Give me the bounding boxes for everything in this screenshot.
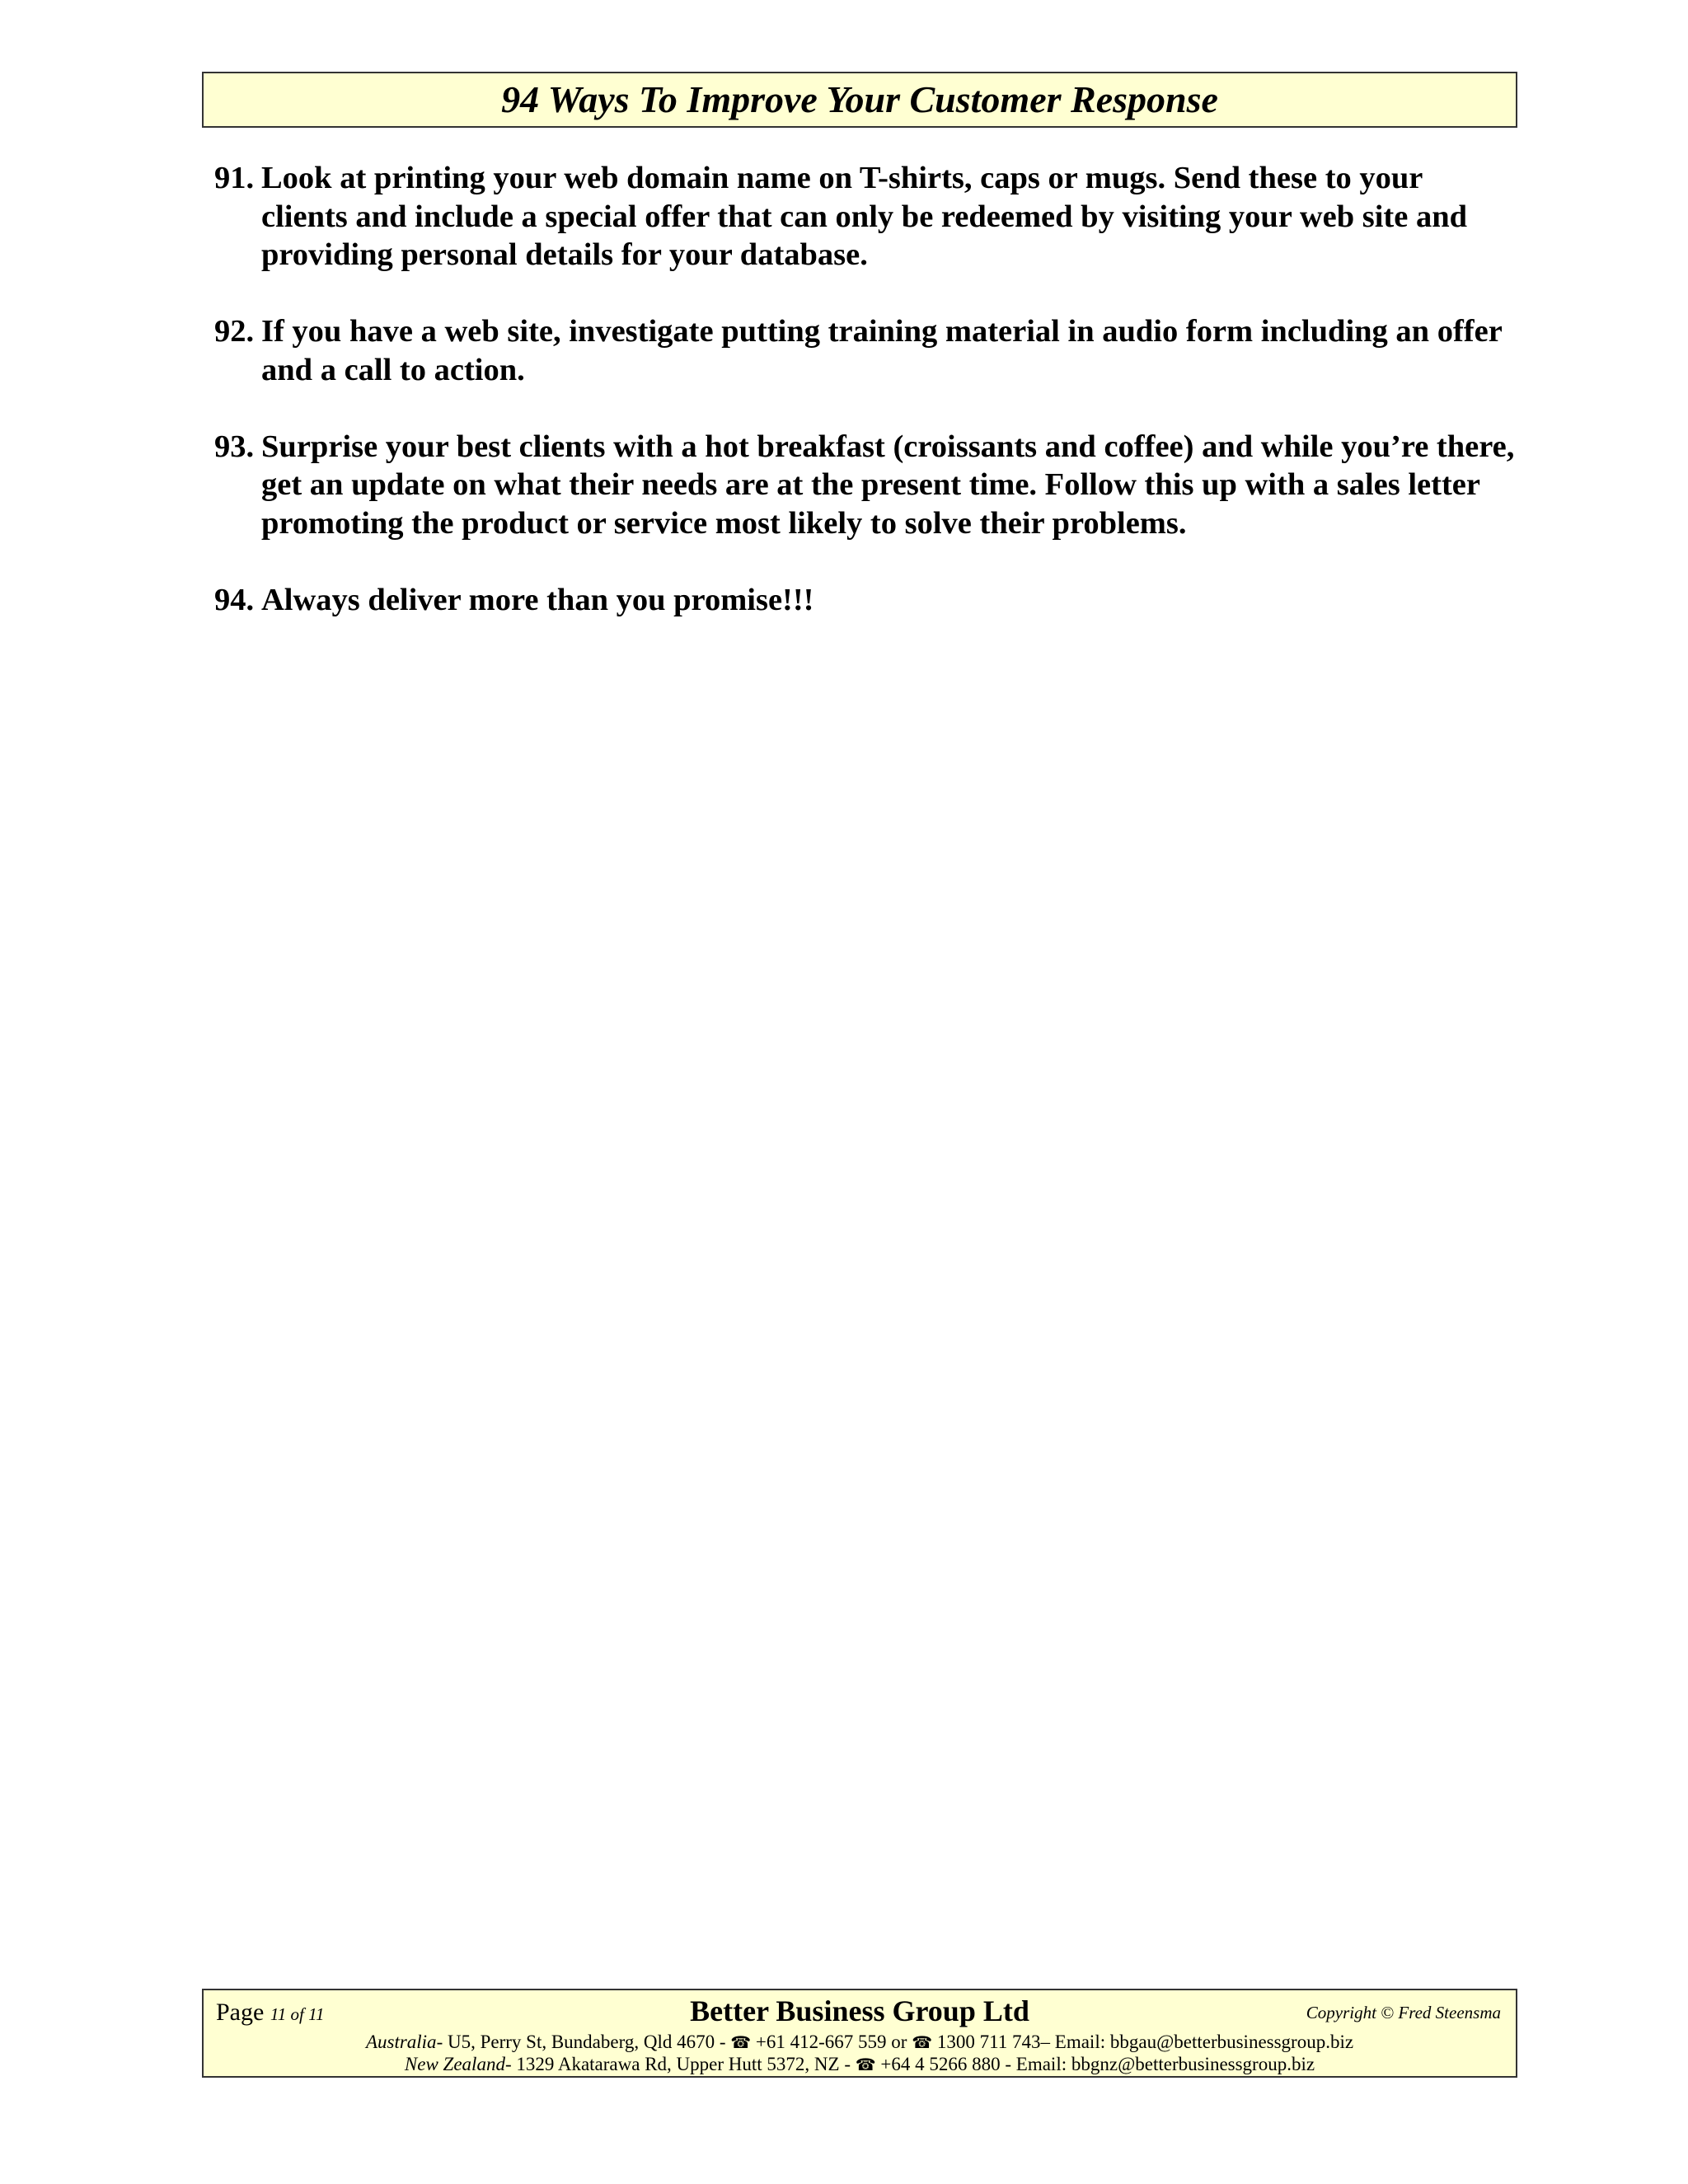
list-item-number: 92. xyxy=(214,314,255,349)
company-name: Better Business Group Ltd xyxy=(690,1994,1029,2027)
list-item-number: 91. xyxy=(214,161,255,195)
page-label: Page xyxy=(216,1999,265,2026)
australia-address: - U5, Perry St, Bundaberg, Qld 4670 - xyxy=(436,2032,731,2052)
new-zealand-contact xyxy=(204,2055,1516,2074)
page-count: 11 of 11 xyxy=(270,2004,325,2024)
list-item xyxy=(214,312,1517,389)
list-item-number: 94. xyxy=(214,582,255,617)
phone-icon: ☎ xyxy=(730,2034,752,2052)
new-zealand-address: - 1329 Akatarawa Rd, Upper Hutt 5372, NZ - xyxy=(504,2054,856,2074)
page-title: 94 Ways To Improve Your Customer Response xyxy=(501,78,1218,120)
list-item xyxy=(214,159,1517,274)
page-footer xyxy=(202,1989,1517,2078)
list-item-text: If you have a web site, investigate putting training material in audio form including an offer and a call to action. xyxy=(261,314,1503,387)
new-zealand-country: New Zealand xyxy=(404,2054,505,2074)
list-item-text: Surprise your best clients with a hot breakfast (croissants and coffee) and while you’re there, get an update on what their needs are at the present time. Follow this up with a sales letter promoting the product or service most likely to solve their problems. xyxy=(261,429,1515,541)
copyright-notice: Copyright © Fred Steensma xyxy=(1306,2003,1501,2022)
new-zealand-phone-email: +64 4 5266 880 - Email: bbgnz@betterbusinessgroup.biz xyxy=(875,2054,1315,2074)
australia-country: Australia xyxy=(365,2032,437,2052)
list-item-text: Look at printing your web domain name on T-shirts, caps or mugs. Send these to your clients and include a special offer that can only be redeemed by visiting your web site and providing personal details for your database. xyxy=(261,161,1468,272)
list-item xyxy=(214,428,1517,543)
list-item-text: Always deliver more than you promise!!! xyxy=(261,582,814,617)
australia-phone-2-email: 1300 711 743– Email: bbgau@betterbusinessgroup.biz xyxy=(932,2032,1354,2052)
phone-icon: ☎ xyxy=(912,2034,933,2052)
australia-contact xyxy=(204,2032,1516,2051)
phone-icon: ☎ xyxy=(855,2056,876,2074)
list-item xyxy=(214,581,1517,620)
tips-list xyxy=(214,159,1517,658)
page-header xyxy=(202,72,1517,128)
australia-phone-1: +61 412-667 559 or xyxy=(751,2032,912,2052)
list-item-number: 93. xyxy=(214,429,255,464)
